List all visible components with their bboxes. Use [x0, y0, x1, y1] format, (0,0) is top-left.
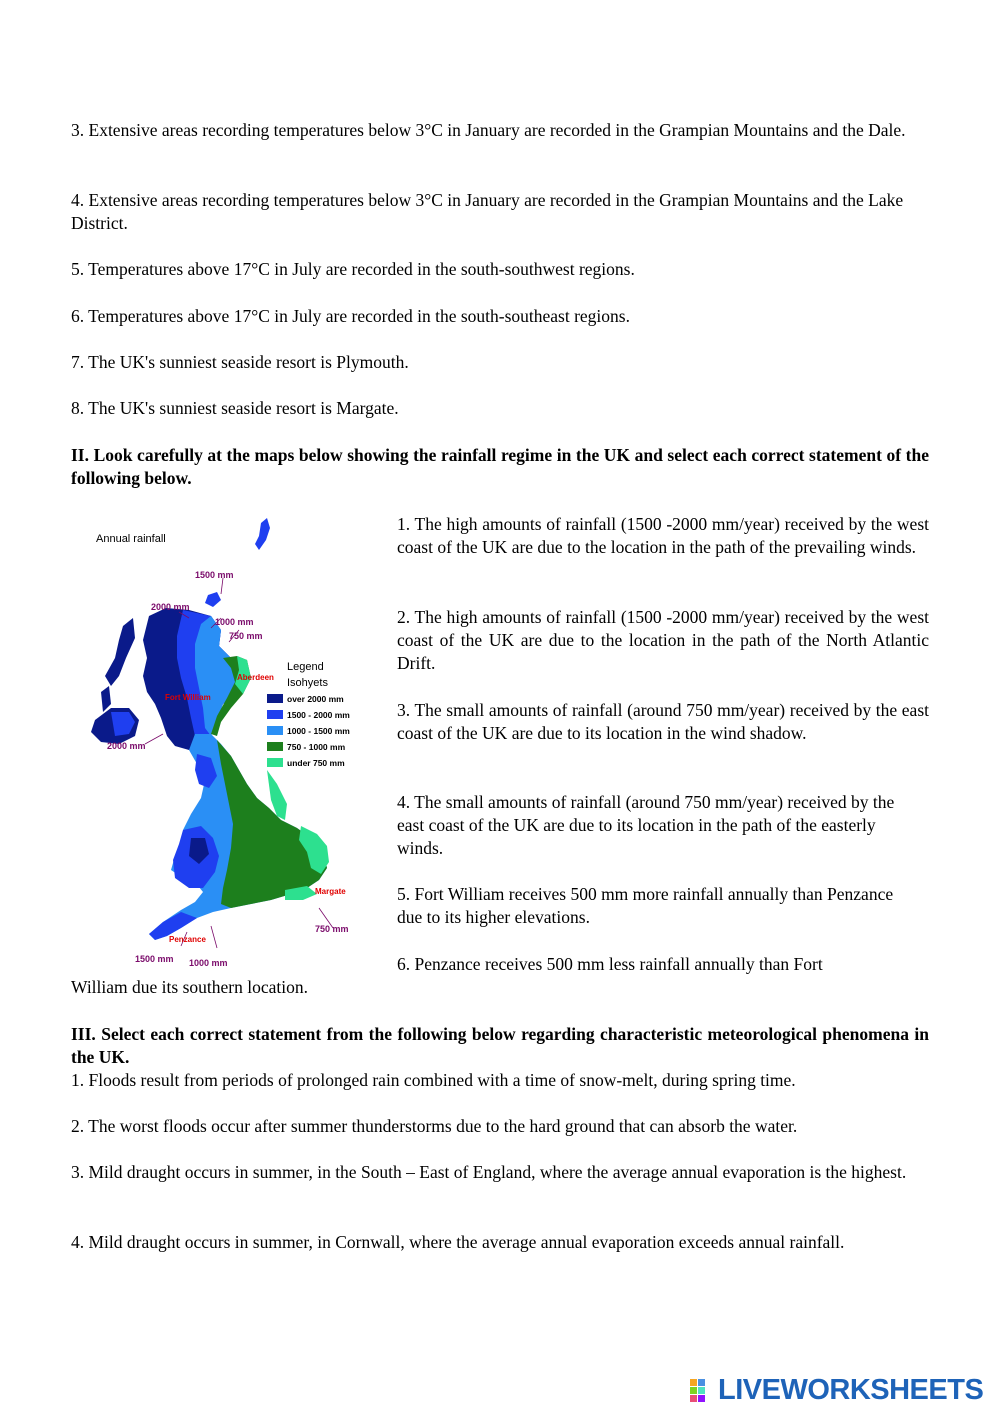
statement-2-4[interactable]: 4. The small amounts of rainfall (around 750 mm/year) received by the east coast of the UK are due to its location in the path of the easterly winds. — [397, 792, 895, 858]
isohyet-label: 750 mm — [229, 631, 263, 641]
statement-2-1[interactable]: 1. The high amounts of rainfall (1500 -2000 mm/year) received by the west coast of the UK are due to the location in the path of the prevailing winds. — [397, 514, 929, 557]
legend-title: Legend — [287, 661, 324, 673]
section-3-heading: III. Select each correct statement from the following below regarding characteristic meteorological phenomena in the UK. — [71, 1024, 929, 1067]
legend-label: under 750 mm — [287, 758, 345, 768]
place-fort-william: Fort William — [165, 693, 211, 702]
legend-swatch — [267, 710, 283, 719]
map-title: Annual rainfall — [96, 533, 166, 545]
statement-2-6[interactable]: 6. Penzance receives 500 mm less rainfall annually than Fort — [397, 954, 823, 974]
isohyet-label: 2000 mm — [107, 741, 146, 751]
statement-1-4[interactable]: 4. Extensive areas recording temperatures below 3°C in January are recorded in the Grampian Mountains and the Lake District. — [71, 190, 904, 233]
place-penzance: Penzance — [169, 935, 206, 944]
isohyet-label: 1500 mm — [195, 570, 234, 580]
map-legend — [267, 661, 350, 768]
statement-1-8[interactable]: 8. The UK's sunniest seaside resort is Margate. — [71, 398, 399, 418]
shetland-shape — [255, 518, 270, 550]
isohyet-label: 1000 mm — [189, 958, 228, 968]
statement-3-1[interactable]: 1. Floods result from periods of prolonged rain combined with a time of snow-melt, during spring time. — [71, 1070, 796, 1090]
western-isles-shape — [105, 618, 135, 686]
statement-1-5[interactable]: 5. Temperatures above 17°C in July are recorded in the south-southwest regions. — [71, 259, 635, 279]
legend-label: 1500 - 2000 mm — [287, 710, 350, 720]
section-2-heading: II. Look carefully at the maps below showing the rainfall regime in the UK and select each correct statement of the following below. — [71, 445, 929, 488]
legend-label: 1000 - 1500 mm — [287, 726, 350, 736]
statement-1-6[interactable]: 6. Temperatures above 17°C in July are recorded in the south-southeast regions. — [71, 306, 630, 326]
legend-subtitle: Isohyets — [287, 677, 328, 689]
orkney-shape — [205, 592, 221, 607]
statement-3-3[interactable]: 3. Mild draught occurs in summer, in the South – East of England, where the average annual evaporation is the highest. — [71, 1162, 907, 1182]
legend-label: over 2000 mm — [287, 694, 344, 704]
legend-swatch — [267, 742, 283, 751]
statement-1-7[interactable]: 7. The UK's sunniest seaside resort is Plymouth. — [71, 352, 409, 372]
statement-1-3[interactable]: 3. Extensive areas recording temperatures below 3°C in January are recorded in the Grampian Mountains and the Dale. — [71, 120, 906, 140]
isohyet-label: 750 mm — [315, 924, 349, 934]
statement-2-6-continued[interactable]: William due its southern location. — [71, 977, 308, 997]
legend-swatch — [267, 694, 283, 703]
rainfall-map — [71, 508, 371, 973]
legend-label: 750 - 1000 mm — [287, 742, 346, 752]
logo-text: LIVEWORKSHEETS — [718, 1373, 984, 1406]
isohyet-label: 2000 mm — [151, 602, 190, 612]
isohyet-label: 1000 mm — [215, 617, 254, 627]
legend-swatch — [267, 758, 283, 767]
place-margate: Margate — [315, 887, 346, 896]
statement-2-3[interactable]: 3. The small amounts of rainfall (around 750 mm/year) received by the east coast of the UK are due to its location in the wind shadow. — [397, 700, 929, 743]
place-aberdeen: Aberdeen — [237, 673, 274, 682]
liveworksheets-logo[interactable] — [690, 1374, 990, 1406]
statement-3-4[interactable]: 4. Mild draught occurs in summer, in Cornwall, where the average annual evaporation exceeds annual rainfall. — [71, 1232, 845, 1252]
logo-icon — [690, 1377, 716, 1403]
statement-3-2[interactable]: 2. The worst floods occur after summer thunderstorms due to the hard ground that can absorb the water. — [71, 1116, 798, 1136]
isohyet-label: 1500 mm — [135, 954, 174, 964]
statement-2-5[interactable]: 5. Fort William receives 500 mm more rainfall annually than Penzance due to its higher elevations. — [397, 884, 894, 927]
legend-swatch — [267, 726, 283, 735]
statement-2-2[interactable]: 2. The high amounts of rainfall (1500 -2000 mm/year) received by the west coast of the UK are due to the location in the path of the North Atlantic Drift. — [397, 607, 929, 673]
